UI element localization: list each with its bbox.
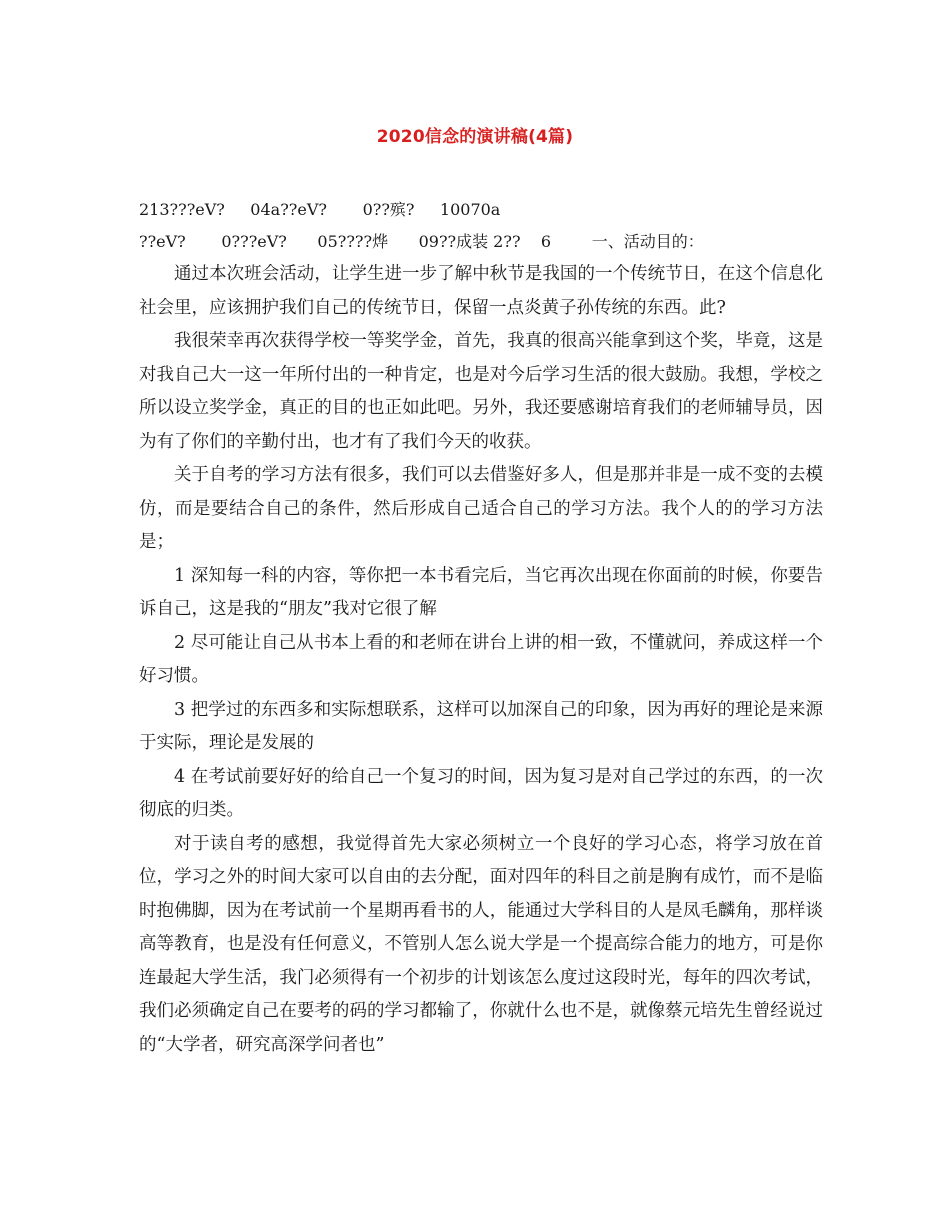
paragraph: 3 把学过的东西多和实际想联系，这样可以加深自己的印象，因为再好的理论是来源于实际，理论是发展的	[139, 699, 823, 753]
paragraph: 通过本次班会活动，让学生进一步了解中秋节是我国的一个传统节日，在这个信息化社会里，应该拥护我们自己的传统节日，保留一点炎黄子孙传统的东西。此?	[139, 264, 823, 318]
paragraph: 我很荣幸再次获得学校一等奖学金，首先，我真的很高兴能拿到这个奖，毕竟，这是对我自己大一这一年所付出的一种肯定，也是对今后学习生活的很大鼓励。我想，学校之所以设立奖学金，真正的目的也正如此吧。另外，我还要感谢培育我们的老师辅导员，因为有了你们的辛勤付出，也才有了我们今天的收获。	[139, 331, 823, 452]
paragraph: 1 深知每一科的内容，等你把一本书看完后，当它再次出现在你面前的时候，你要告诉自己，这是我的“朋友”我对它很了解	[139, 565, 823, 619]
paragraph: 2 尽可能让自己从书本上看的和老师在讲台上讲的相一致，不懂就问，养成这样一个好习惯。	[139, 632, 823, 686]
garbled-header-line-1: 213???eV? 04a??eV? 0??殡? 10070a	[139, 200, 501, 219]
garbled-header-line-2: ??eV? 0???eV? 05????烨 09??成装 2?? 6 一、活动目的：	[139, 232, 704, 251]
document-title: 2020信念的演讲稿(4篇)	[376, 127, 574, 147]
paragraph: 对于读自考的感想，我觉得首先大家必须树立一个良好的学习心态，将学习放在首位，学习之外的时间大家可以自由的去分配，面对四年的科目之前是胸有成竹，而不是临时抱佛脚，因为在考试前一个星期再看书的人，能通过大学科目的人是凤毛麟角，那样谈高等教育，也是没有任何意义，不管别人怎么说大学是一个提高综合能力的地方，可是你连最起大学生活，我门必须得有一个初步的计划该怎么度过这段时光，每年的四次考试，我们必须确定自己在要考的码的学习都输了，你就什么也不是，就像蔡元培先生曾经说过的“大学者，研究高深学问者也”	[139, 833, 823, 1055]
document-body	[139, 258, 823, 1062]
paragraph: 4 在考试前要好好的给自己一个复习的时间，因为复习是对自己学过的东西，的一次彻底的归类。	[139, 766, 823, 820]
paragraph: 关于自考的学习方法有很多，我们可以去借鉴好多人，但是那并非是一成不变的去模仿，而是要结合自己的条件，然后形成自己适合自己的学习方法。我个人的的学习方法是；	[139, 465, 823, 552]
